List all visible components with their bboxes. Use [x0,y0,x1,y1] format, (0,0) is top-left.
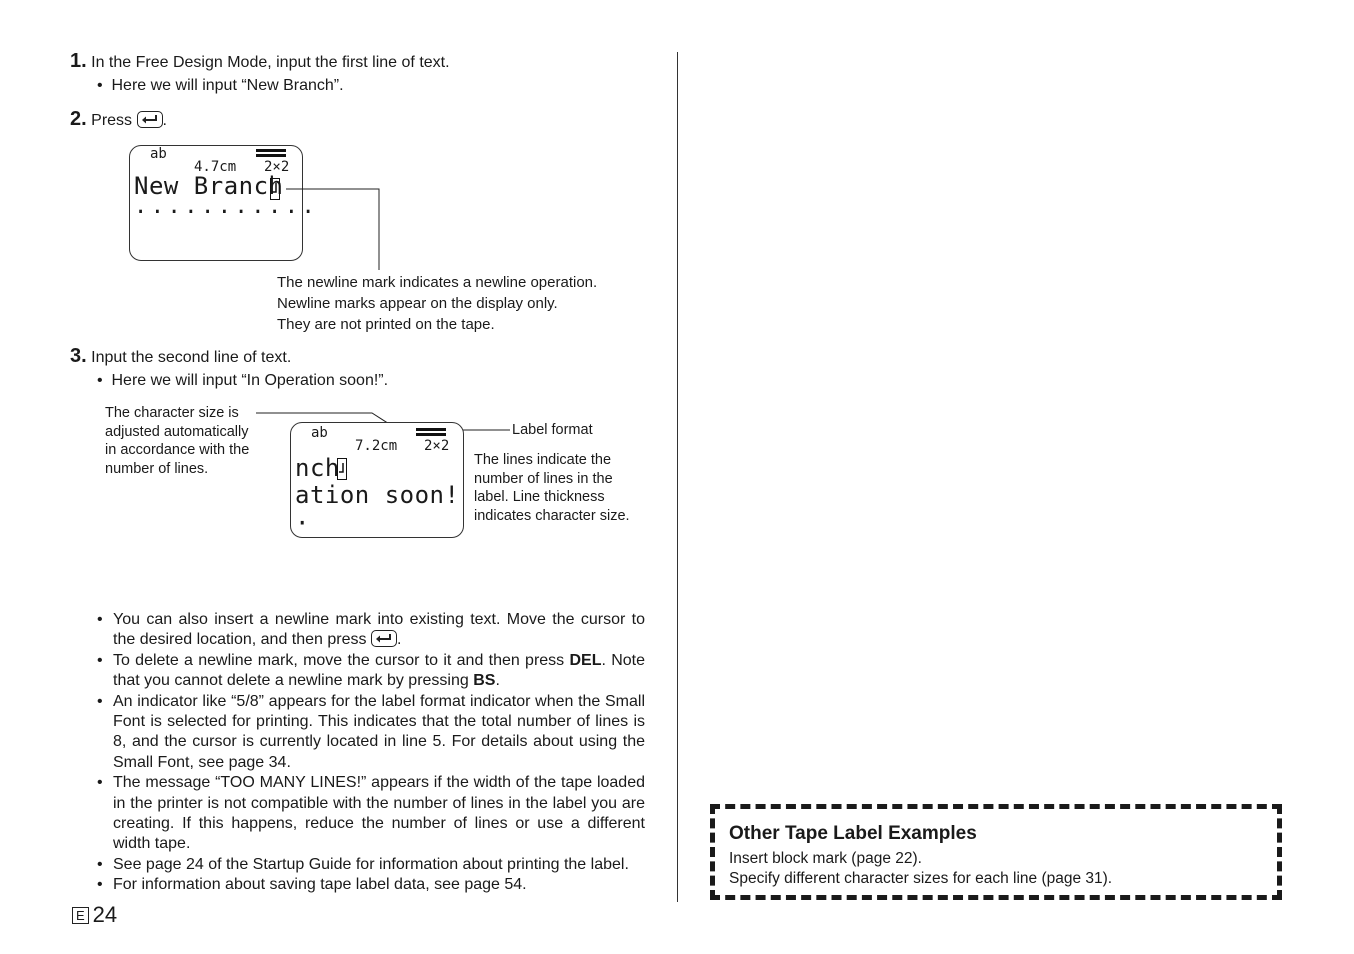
page-number: 24 [92,902,118,927]
annotation-line: label. Line thickness [474,489,605,505]
annotation-line: The character size is [105,405,239,421]
step-number: 2. [70,108,87,130]
label-length: 4.7cm [194,159,237,175]
note-text-part: To delete a newline mark, move the cursor to it and then press [113,651,565,669]
annotation-line: in accordance with the [105,442,250,458]
note-item [97,773,645,855]
note-item [97,855,645,875]
bs-key-label: BS [473,672,496,690]
note-text-part: . [396,631,402,649]
annotation-line: The newline mark indicates a newline operation. [277,274,598,291]
lcd-display-2 [290,422,464,538]
annotation-line: indicates character size. [474,507,630,524]
note-text: For information about saving tape label data, see page 54. [113,876,527,894]
step-number: 1. [70,50,87,72]
tape-box-line: Insert block mark (page 22). [729,850,922,867]
line-indicator-bar [416,428,446,431]
display-line-1: nch [295,454,340,482]
step-sub-text: Here we will input “New Branch”. [111,77,344,94]
step-text: In the Free Design Mode, input the first line of text. [91,54,450,71]
column-divider [677,52,678,902]
note-item [97,692,645,774]
line-indicator-bar [416,433,446,436]
bullet-icon: • [97,774,103,792]
note-text: An indicator like “5/8” appears for the label format indicator when the Small Font is selected for printing. This indicates that the total number of lines is 8, and the cursor is currently located in line 5. For details about using the Small Font, see page 34. [113,692,645,771]
label-format-annotation: Label format [512,422,593,438]
page-footer [72,902,117,928]
notes-list [97,610,645,896]
annotation-line: The lines indicate the [474,452,612,468]
annotation-line: number of lines in the [474,470,613,487]
note-item [97,651,645,692]
tape-examples-box [710,804,1282,900]
note-text [113,651,645,692]
enter-key-icon [371,630,397,647]
del-key-label: DEL [569,651,602,669]
label-format: 2×2 [424,438,450,454]
tape-box-line: Specify different character sizes for each line (page 31). [729,870,1113,887]
bullet-icon: • [97,77,112,94]
annotation-line: Newline marks appear on the display only. [277,295,558,312]
bullet-icon: • [97,611,103,628]
bullet-icon: • [97,692,103,710]
note-text: See page 24 of the Startup Guide for information about printing the label. [113,855,629,873]
note-text: The message “TOO MANY LINES!” appears if the width of the tape loaded in the printer is not compatible with the number of lines in the label you are creating. If this happens, reduce the number of lines or use a different width tape. [113,774,645,853]
step-text: Input the second line of text. [91,349,292,366]
step-3 [70,345,291,368]
step-text: Press [91,112,133,129]
note-text-part: You can also insert a newline mark into existing text. Move the cursor to the desired location, and then press [113,611,645,649]
step-sub-text: Here we will input “In Operation soon!”. [111,372,389,389]
newline-annotation [277,272,597,335]
label-length: 7.2cm [355,438,398,454]
note-text-part: . Note that you cannot delete a newline mark by pressing [113,651,646,690]
input-mode: ab [311,425,328,441]
display-line-2: ation soon!· [295,481,460,537]
bullet-icon: • [97,651,103,669]
tape-box-title: Other Tape Label Examples [729,823,977,844]
note-item [97,875,645,895]
display-line-1: New Branch [134,172,284,200]
bullet-icon: • [97,876,103,894]
step-3-sub [97,372,388,390]
annotation-line: They are not printed on the tape. [277,316,495,333]
note-item [97,610,645,651]
bullet-icon: • [97,855,103,873]
char-size-annotation [105,404,249,478]
annotation-line: adjusted automatically [105,423,249,440]
language-badge: E [72,907,89,924]
note-text-part: . [495,672,500,690]
lines-annotation [474,451,630,525]
step-punct: . [162,112,167,129]
step-number: 3. [70,345,87,367]
annotation-line: number of lines. [105,460,209,477]
bullet-icon: • [97,372,112,389]
note-text [113,610,645,651]
newline-mark-icon [337,458,347,480]
input-mode: ab [150,146,167,162]
label-format: 2×2 [264,159,290,175]
display-line-2: ........... [134,194,319,219]
